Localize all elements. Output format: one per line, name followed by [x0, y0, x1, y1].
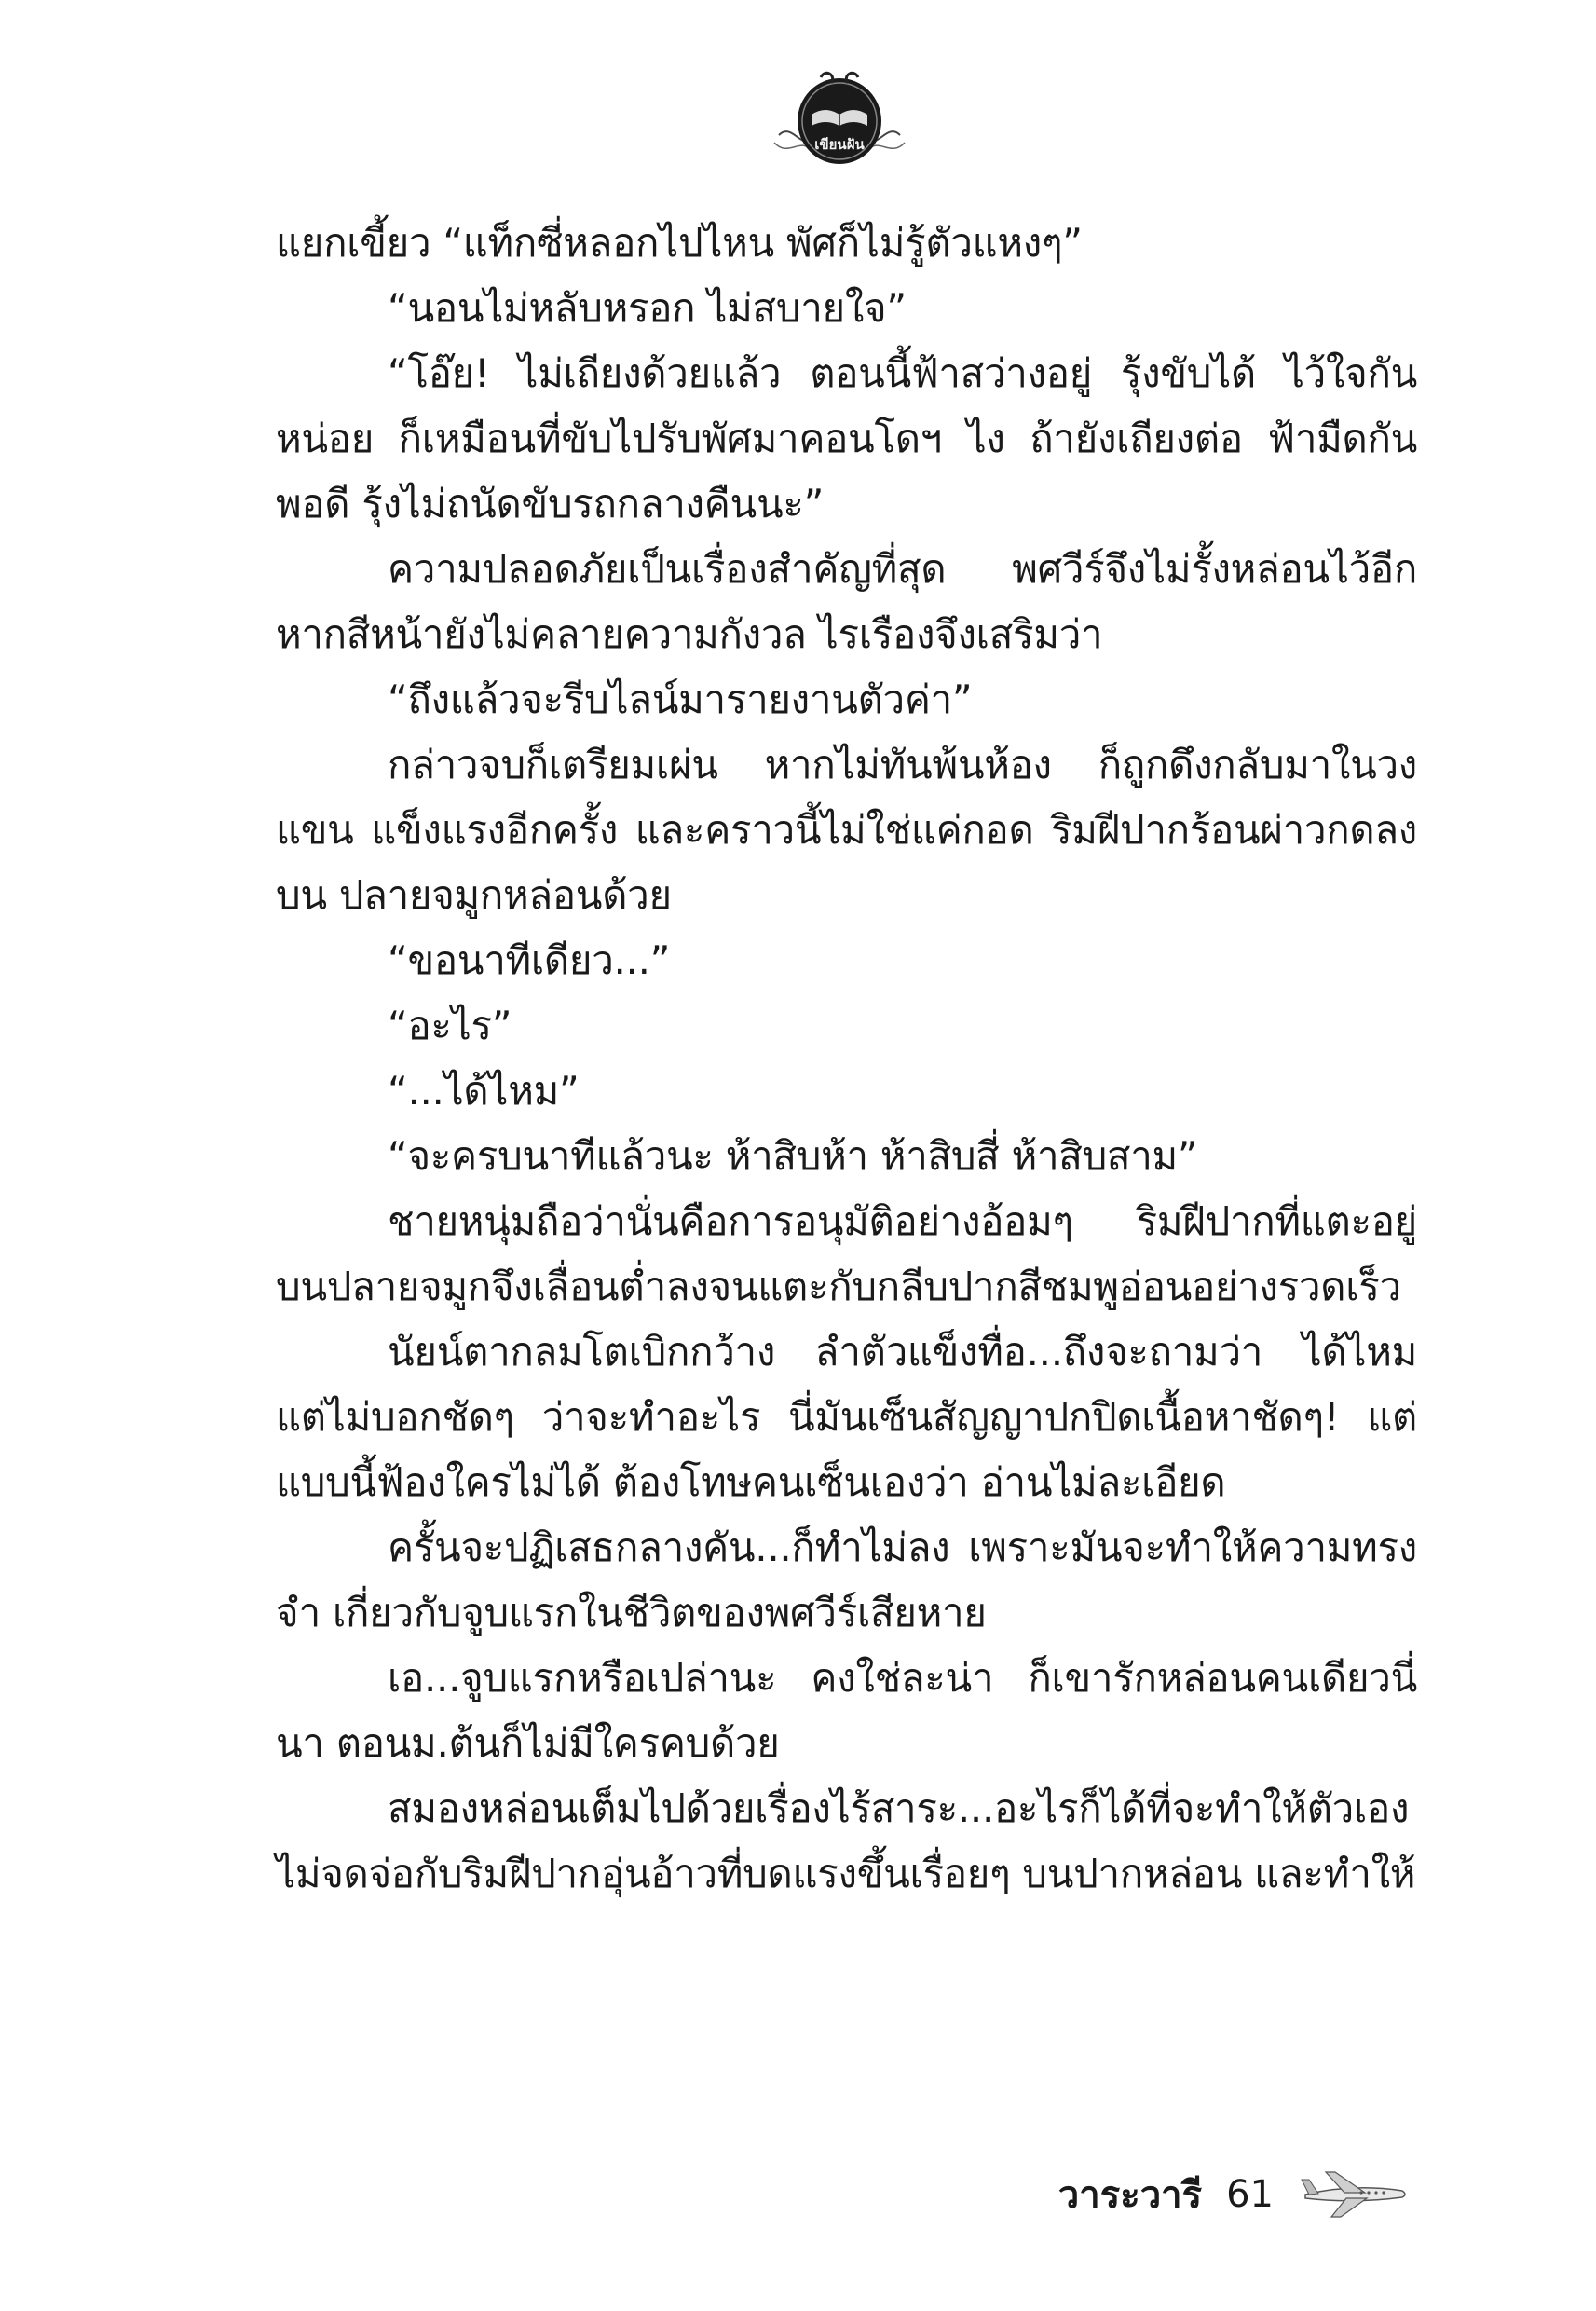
- paragraph: “อะไร”: [388, 1003, 512, 1048]
- paragraph: “โอ๊ย! ไม่เถียงด้วยแล้ว ตอนนี้ฟ้าสว่างอยู่ รุ้งขับได้ ไว้ใจกันหน่อย ก็เหมือนที่ขับไปรับพัศมาคอนโดฯ ไง ถ้ายังเถียงต่อ ฟ้ามืดกันพอดี รุ้งไม่ถนัดขับรถกลางคืนนะ”: [276, 350, 1417, 526]
- story-text: [276, 211, 1417, 1907]
- airplane-icon: [1298, 2167, 1410, 2222]
- paragraph: “ถึงแล้วจะรีบไลน์มารายงานตัวค่า”: [388, 677, 973, 722]
- paragraph: “...ได้ไหม”: [388, 1068, 580, 1114]
- paragraph: เอ...จูบแรกหรือเปล่านะ คงใช่ละน่า ก็เขารักหล่อนคนเดียวนี่นา ตอนม.ต้นก็ไม่มีใครคบด้วย: [276, 1655, 1417, 1766]
- paragraph: กล่าวจบก็เตรียมเผ่น หากไม่ทันพ้นห้อง ก็ถูกดึงกลับมาในวงแขน แข็งแรงอีกครั้ง และคราวนี้ไม่ใช่แค่กอด ริมฝีปากร้อนผ่าวกดลงบน ปลายจมูกหล่อนด้วย: [276, 742, 1417, 918]
- svg-text:เขียนฝัน: เขียนฝัน: [814, 136, 865, 153]
- paragraph: “นอนไม่หลับหรอก ไม่สบายใจ”: [388, 285, 907, 331]
- paragraph: “จะครบนาทีแล้วนะ ห้าสิบห้า ห้าสิบสี่ ห้าสิบสาม”: [388, 1133, 1198, 1179]
- book-title: วาระวารี: [1057, 2174, 1203, 2217]
- paragraph: สมองหล่อนเต็มไปด้วยเรื่องไร้สาระ...อะไรก็ได้ที่จะทำให้ตัวเอง ไม่จดจ่อกับริมฝีปากอุ่นอ้าวที่บดแรงขึ้นเรื่อยๆ บนปากหล่อน และทำให้: [276, 1785, 1416, 1896]
- paragraph: ความปลอดภัยเป็นเรื่องสำคัญที่สุด พศวีร์จึงไม่รั้งหล่อนไว้อีก หากสีหน้ายังไม่คลายความกังวล ไรเรืองจึงเสริมว่า: [276, 546, 1417, 657]
- page-number: 61: [1226, 2173, 1274, 2216]
- paragraph: ชายหนุ่มถือว่านั่นคือการอนุมัติอย่างอ้อมๆ ริมฝีปากที่แตะอยู่ บนปลายจมูกจึงเลื่อนต่ำลงจนแตะกับกลีบปากสีชมพูอ่อนอย่างรวดเร็ว: [276, 1198, 1417, 1309]
- book-ornament-logo-icon: [770, 70, 909, 172]
- page-footer: [1058, 2162, 1410, 2227]
- paragraph: แยกเขี้ยว “แท็กซี่หลอกไปไหน พัศก็ไม่รู้ตัวแหงๆ”: [276, 220, 1083, 266]
- paragraph: นัยน์ตากลมโตเบิกกว้าง ลำตัวแข็งทื่อ...ถึงจะถามว่า ได้ไหม แต่ไม่บอกชัดๆ ว่าจะทำอะไร นี่มันเซ็นสัญญาปกปิดเนื้อหาชัดๆ! แต่ แบบนี้ฟ้องใครไม่ได้ ต้องโทษคนเซ็นเองว่า อ่านไม่ละเอียด: [276, 1329, 1417, 1505]
- paragraph: ครั้นจะปฏิเสธกลางคัน...ก็ทำไม่ลง เพราะมันจะทำให้ความทรงจำ เกี่ยวกับจูบแรกในชีวิตของพศวีร์เสียหาย: [276, 1525, 1417, 1635]
- paragraph: “ขอนาทีเดียว...”: [388, 937, 671, 983]
